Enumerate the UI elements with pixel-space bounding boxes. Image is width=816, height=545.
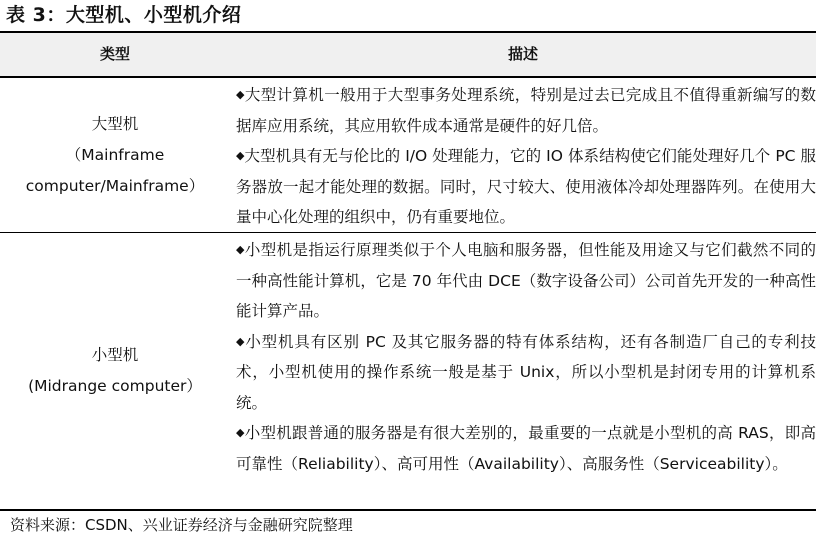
type-cell	[0, 78, 230, 232]
diamond-bullet-icon: ◆	[236, 426, 245, 439]
description-bullet: ◆小型机是指运行原理类似于个人电脑和服务器，但性能及用途又与它们截然不同的一种高性能计算机，它是 70 年代由 DCE（数字设备公司）公司首先开发的一种高性能计算产品。	[236, 241, 816, 320]
diamond-bullet-icon: ◆	[236, 243, 245, 256]
table-title: 表 3：大型机、小型机介绍	[6, 4, 242, 26]
table-row-midrange	[0, 233, 816, 511]
source-note: 资料来源：CSDN、兴业证券经济与金融研究院整理	[10, 516, 353, 534]
description-bullet: ◆大型计算机一般用于大型事务处理系统，特别是过去已完成且不值得重新编写的数据库应用系统，其应用软件成本通常是硬件的好几倍。	[236, 86, 816, 135]
diamond-bullet-icon: ◆	[236, 334, 246, 348]
description-cell	[230, 78, 816, 232]
comparison-table	[0, 31, 816, 511]
header-type: 类型	[99, 45, 130, 63]
type-english-2: computer/Mainframe）	[25, 176, 205, 195]
diamond-bullet-icon: ◆	[236, 88, 245, 101]
type-english-1: （Mainframe	[65, 145, 165, 164]
type-cell	[0, 233, 230, 509]
description-bullet: ◆小型机跟普通的服务器是有很大差别的，最重要的一点就是小型机的高 RAS，即高可靠性（Reliability）、高可用性（Availability）、高服务性（Serviceability）。	[236, 424, 816, 473]
table-header	[0, 31, 816, 78]
description-bullet: ◆小型机具有区别 PC 及其它服务器的特有体系结构，还有各制造厂自己的专利技术，小型机使用的操作系统一般是基于 Unix，所以小型机是封闭专用的计算机系统。	[236, 332, 816, 412]
type-name: 小型机	[91, 346, 139, 364]
header-description: 描述	[507, 45, 538, 63]
description-bullet: ◆大型机具有无与伦比的 I/O 处理能力，它的 IO 体系结构使它们能处理好几个 PC 服务器放一起才能处理的数据。同时，尺寸较大、使用液体冷却处理器阵列。在使用大量中心化处理的组织中，仍有重要地位。	[236, 147, 816, 226]
type-name: 大型机	[91, 114, 139, 133]
type-english-1: (Midrange computer）	[28, 377, 202, 395]
description-cell	[230, 233, 816, 509]
diamond-bullet-icon: ◆	[236, 149, 245, 162]
table-row-mainframe	[0, 78, 816, 233]
